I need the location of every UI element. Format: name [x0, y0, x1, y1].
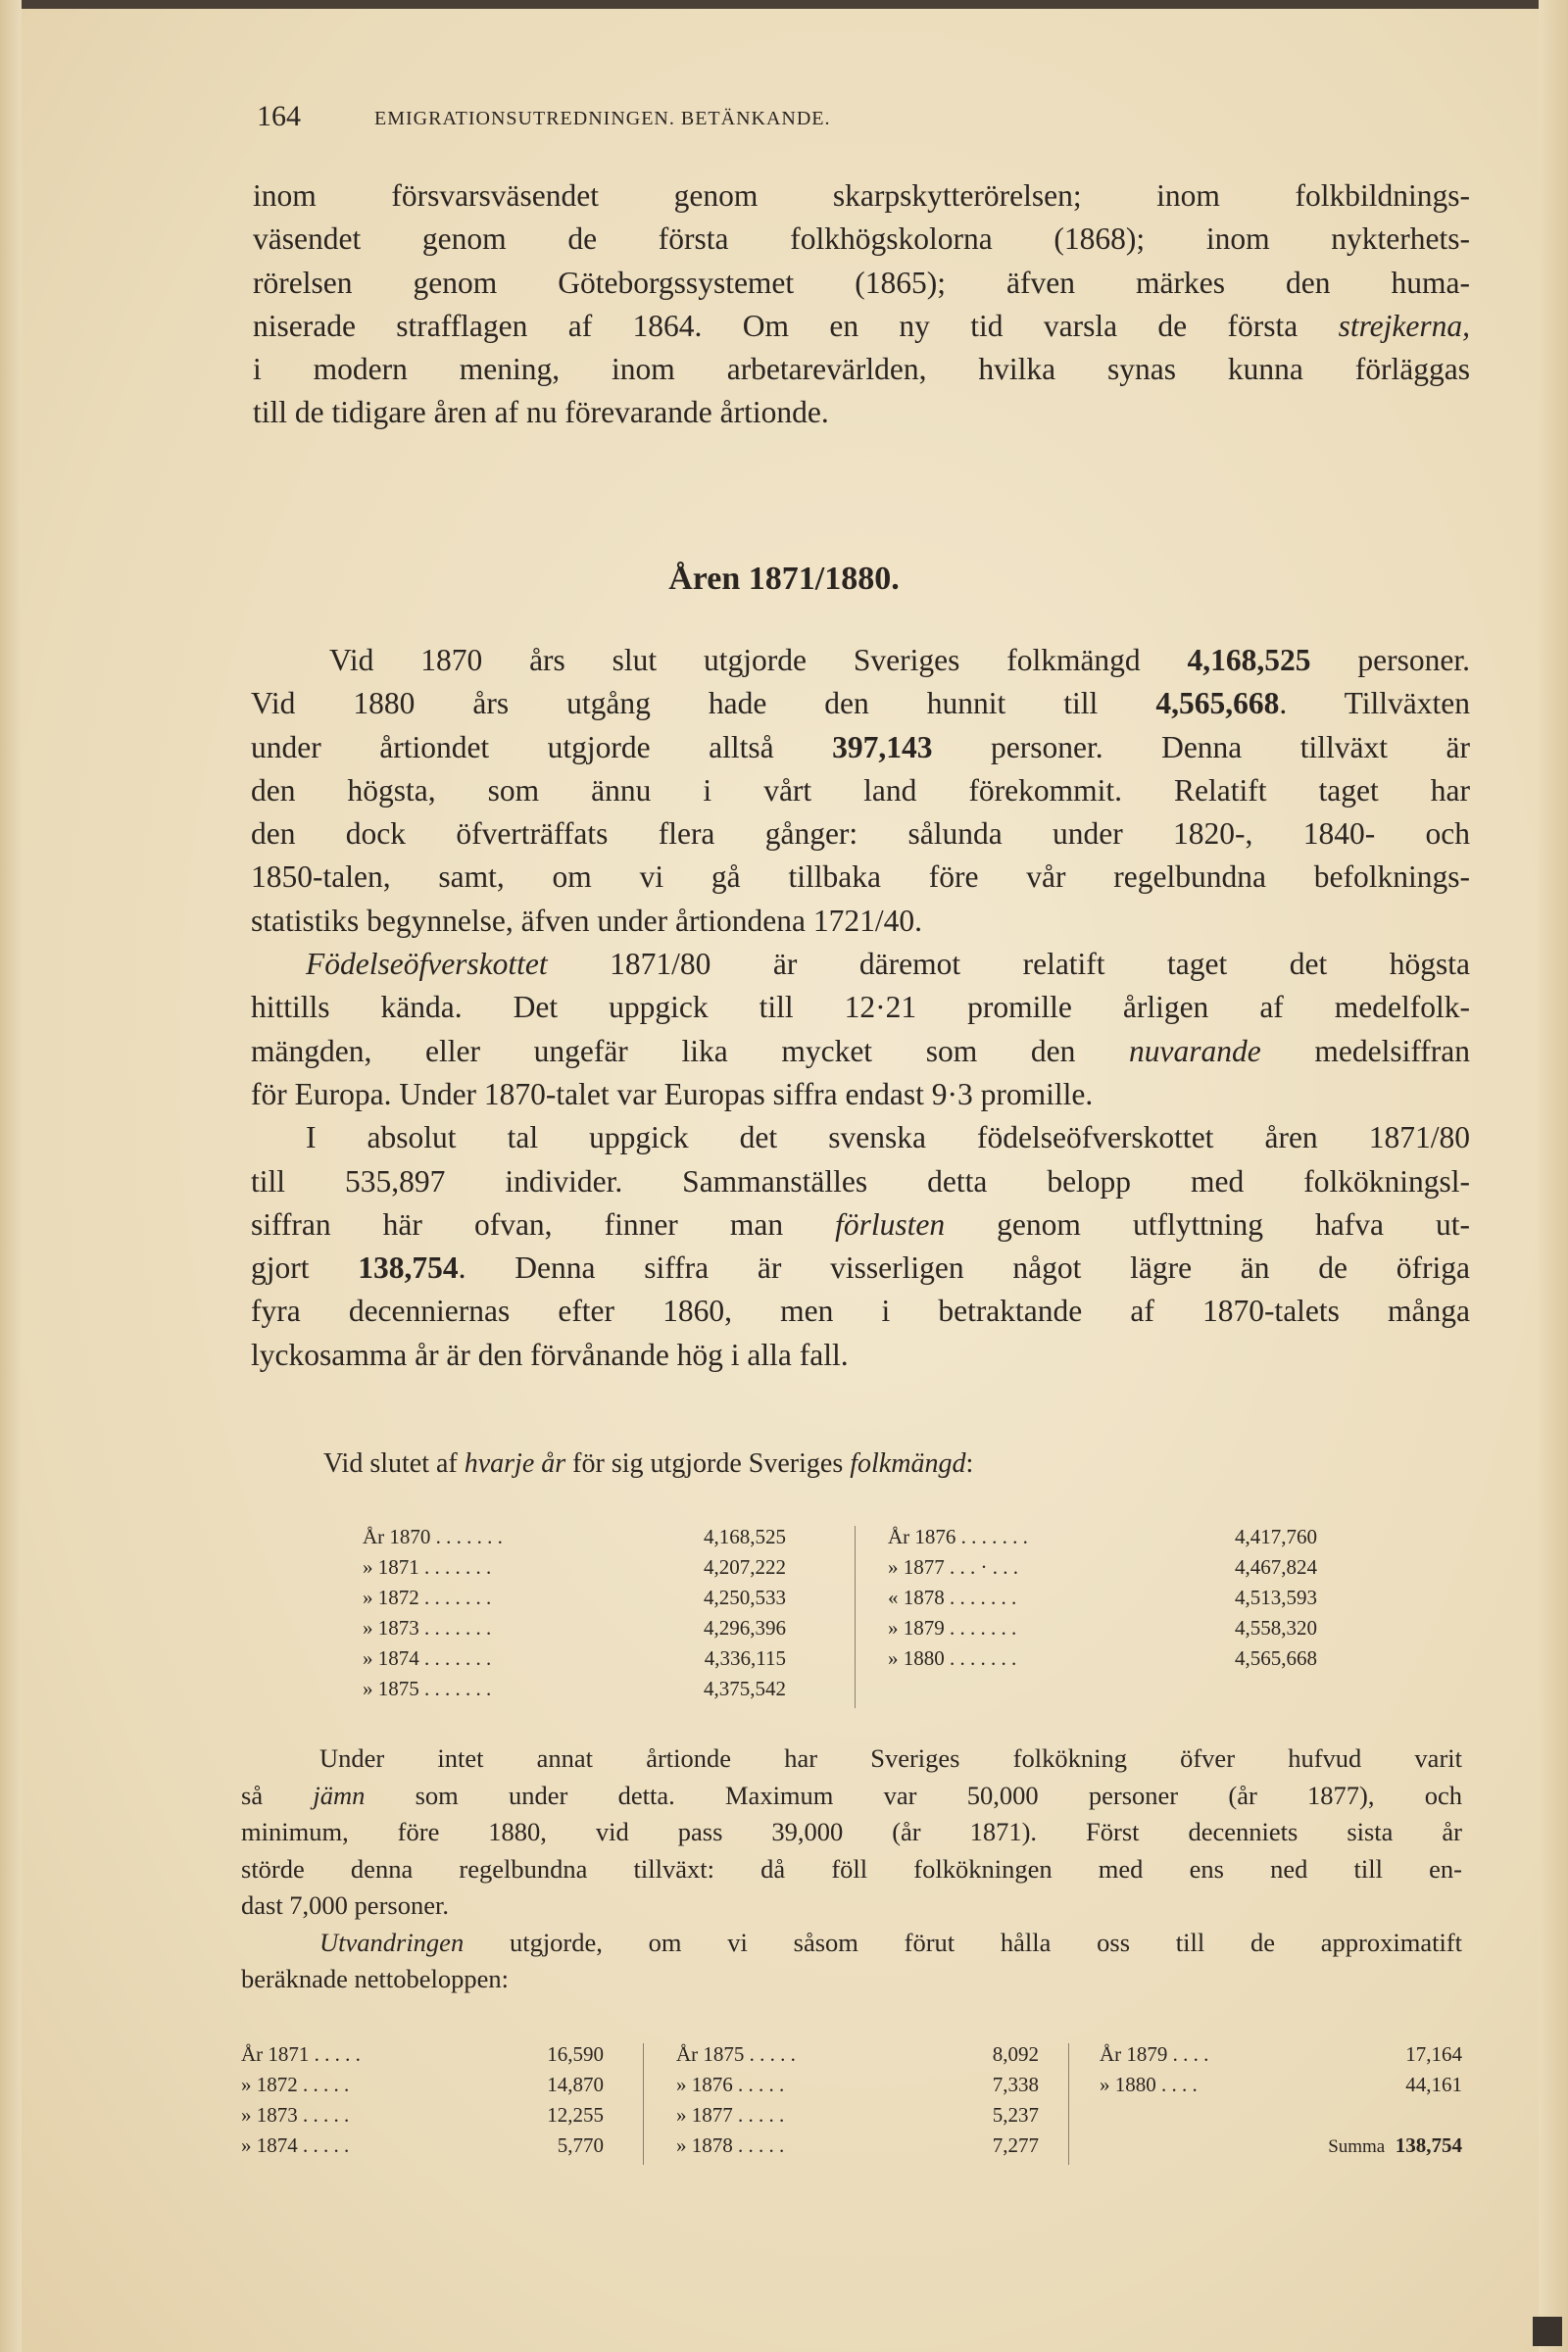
value-cell: 7,277: [992, 2133, 1039, 2157]
table-row: [363, 1674, 786, 1704]
intro-line: i modern mening, inom arbetarevärlden, hvilka synas kunna förläggas: [253, 352, 1470, 387]
table-row: [676, 2100, 1039, 2131]
table-row: [363, 1522, 786, 1552]
value-cell: 5,237: [992, 2103, 1039, 2127]
emigration-column: [676, 2039, 1039, 2161]
main-line: [251, 1030, 1470, 1073]
text-run: personer.: [1310, 643, 1470, 677]
table-row: [676, 2070, 1039, 2100]
scan-corner-mark: [1533, 2317, 1562, 2346]
table-row: [363, 1613, 786, 1643]
main-line: till 535,897 individer. Sammanställes detta belopp med folkökningsl-: [251, 1163, 1470, 1199]
value-cell: 5,770: [557, 2133, 604, 2157]
top-border-rule: [0, 0, 1568, 9]
year-cell: » 1873 . . . . .: [241, 2103, 350, 2127]
year-cell: År 1870 . . . . . . .: [363, 1525, 503, 1548]
table-row: [676, 2039, 1039, 2070]
emigration-column: [1100, 2039, 1462, 2161]
main-line: [251, 1203, 1470, 1247]
value-cell: 4,565,668: [1235, 1646, 1317, 1670]
table-row: [888, 1643, 1317, 1674]
year-cell: År 1875 . . . . .: [676, 2042, 796, 2066]
text-run: medelsiffran: [1260, 1033, 1470, 1068]
small-print-paragraph: [241, 1740, 1462, 1998]
table-row: [363, 1583, 786, 1613]
small-line: [241, 1778, 1462, 1815]
italic-term: nuvarande: [1129, 1033, 1261, 1068]
sum-cell: [1328, 2131, 1462, 2162]
main-line: den högsta, som ännu i vårt land förekommit. Relatift taget har: [251, 772, 1470, 808]
year-cell: » 1880 . . . . . . .: [888, 1646, 1017, 1670]
value-cell: 16,590: [547, 2042, 604, 2066]
year-cell: År 1876 . . . . . . .: [888, 1525, 1028, 1548]
column-divider: [643, 2043, 644, 2165]
value-cell: 4,168,525: [704, 1525, 786, 1548]
text-run: gjort: [251, 1250, 359, 1286]
value-cell: 8,092: [992, 2042, 1039, 2066]
small-line: störde denna regelbundna tillväxt: då föll folkökningen med ens ned till en-: [241, 1853, 1462, 1884]
text-run: Vid slutet af: [323, 1448, 465, 1479]
main-line: [251, 943, 1470, 986]
main-paragraph: [251, 639, 1470, 1377]
text-run: 1871/80 är däremot relatift taget det högsta: [547, 947, 1470, 982]
value-cell: 4,375,542: [704, 1677, 786, 1700]
intro-paragraph: [253, 174, 1470, 435]
bold-figure: 4,168,525: [1187, 643, 1311, 677]
table-row: [241, 2131, 604, 2161]
year-cell: » 1874 . . . . . . .: [363, 1646, 492, 1670]
year-cell: » 1873 . . . . . . .: [363, 1616, 492, 1640]
table-row: [888, 1613, 1317, 1643]
small-line: dast 7,000 personer.: [241, 1890, 449, 1920]
value-cell: 4,417,760: [1235, 1525, 1317, 1548]
text-run: mängden, eller ungefär lika mycket som den: [251, 1033, 1129, 1068]
value-cell: 4,558,320: [1235, 1616, 1317, 1640]
year-cell: År 1871 . . . . .: [241, 2042, 361, 2066]
italic-term: förlusten: [835, 1206, 946, 1242]
year-cell: » 1877 . . . · . . .: [888, 1555, 1018, 1579]
emigration-column: [241, 2039, 604, 2161]
main-line: hittills kända. Det uppgick till 12·21 promille årligen af medelfolk-: [251, 990, 1470, 1025]
main-line: [251, 682, 1470, 725]
table-row: [888, 1552, 1317, 1583]
bold-figure: 138,754: [358, 1250, 459, 1286]
main-line: statistiks begynnelse, äfven under årtiondena 1721/40.: [251, 903, 922, 938]
text-run: för sig utgjorde Sveriges: [565, 1448, 851, 1479]
sum-row: [1100, 2131, 1462, 2161]
small-line: minimum, före 1880, vid pass 39,000 (år 1871). Först decenniets sista år: [241, 1817, 1462, 1846]
bold-figure: 397,143: [832, 729, 933, 764]
year-cell: » 1874 . . . . .: [241, 2133, 350, 2157]
column-divider: [1068, 2043, 1069, 2165]
intro-line: till de tidigare åren af nu förevarande årtionde.: [253, 395, 829, 430]
emigration-table: [241, 2039, 1472, 2167]
year-cell: » 1878 . . . . .: [676, 2133, 785, 2157]
value-cell: 44,161: [1405, 2073, 1462, 2096]
italic-term: hvarje år: [464, 1448, 566, 1479]
text-run: utgjorde, om vi såsom förut hålla oss till de approximatift: [464, 1927, 1462, 1957]
table-row: [888, 1583, 1317, 1613]
table-row: [363, 1643, 786, 1674]
main-line: [251, 639, 1470, 682]
small-line: beräknade nettobeloppen:: [241, 1964, 509, 1993]
sum-value: 138,754: [1395, 2133, 1462, 2157]
table-row: [1100, 2070, 1462, 2100]
italic-strejkerna: strejkerna,: [1338, 308, 1470, 343]
main-line: [251, 726, 1470, 769]
intro-line: rörelsen genom Göteborgssystemet (1865); äfven märkes den huma-: [253, 265, 1470, 300]
page-right-edge: [1539, 0, 1568, 2352]
section-title: Åren 1871/1880.: [668, 561, 900, 597]
text-run: :: [965, 1448, 974, 1479]
text-run: Vid 1880 års utgång hade den hunnit till: [251, 686, 1156, 721]
value-cell: 4,467,824: [1235, 1555, 1317, 1579]
text-run: siffran här ofvan, finner man: [251, 1206, 836, 1242]
sum-label: Summa: [1328, 2136, 1386, 2157]
year-cell: » 1879 . . . . . . .: [888, 1616, 1017, 1640]
year-cell: » 1880 . . . .: [1100, 2073, 1198, 2096]
text-run: personer. Denna tillväxt är: [932, 729, 1470, 764]
population-table: [363, 1522, 1362, 1708]
value-cell: 17,164: [1405, 2042, 1462, 2066]
table-row: [241, 2070, 604, 2100]
bold-figure: 4,565,668: [1155, 686, 1280, 721]
italic-term: Födelseöfverskottet: [306, 947, 548, 982]
table-row: [241, 2100, 604, 2131]
table-row: [1100, 2039, 1462, 2070]
value-cell: 7,338: [992, 2073, 1039, 2096]
small-line: [241, 1925, 1462, 1962]
text-run: Vid 1870 års slut utgjorde Sveriges folkmängd: [329, 643, 1188, 677]
table-row: [1100, 2100, 1462, 2131]
column-divider: [855, 1526, 856, 1708]
value-cell: 14,870: [547, 2073, 604, 2096]
table-row: [363, 1552, 786, 1583]
page-header: [257, 100, 1237, 139]
text-run: som under detta. Maximum var 50,000 personer (år 1877), och: [365, 1780, 1463, 1810]
table-row: [241, 2039, 604, 2070]
population-column: [888, 1522, 1317, 1674]
intro-line: [253, 305, 1470, 348]
year-cell: År 1879 . . . .: [1100, 2042, 1209, 2066]
year-cell: » 1872 . . . . .: [241, 2073, 350, 2096]
main-line: [251, 1247, 1470, 1290]
main-line: för Europa. Under 1870-talet var Europas siffra endast 9·3 promille.: [251, 1076, 1094, 1111]
year-cell: » 1876 . . . . .: [676, 2073, 785, 2096]
intro-line: väsendet genom de första folkhögskolorna (1868); inom nykterhets-: [253, 221, 1470, 257]
value-cell: 4,336,115: [704, 1646, 786, 1670]
text-run: . Denna siffra är visserligen något lägre än de öfriga: [458, 1250, 1470, 1286]
running-title: EMIGRATIONSUTREDNINGEN. BETÄNKANDE.: [374, 108, 831, 129]
italic-term: jämn: [313, 1780, 366, 1810]
year-cell: « 1878 . . . . . . .: [888, 1586, 1017, 1609]
population-table-caption: [323, 1448, 973, 1480]
italic-term: Utvandringen: [319, 1927, 465, 1957]
text-run: så: [241, 1780, 314, 1810]
year-cell: » 1875 . . . . . . .: [363, 1677, 492, 1700]
intro-line-text: niserade strafflagen af 1864. Om en ny tid varsla de första: [253, 308, 1339, 343]
page-left-edge: [0, 0, 22, 2352]
intro-line: inom försvarsväsendet genom skarpskytterörelsen; inom folkbildnings-: [253, 178, 1470, 213]
main-line: fyra decenniernas efter 1860, men i betraktande af 1870-talets många: [251, 1294, 1470, 1329]
text-run: . Tillväxten: [1279, 686, 1470, 721]
table-row: [676, 2131, 1039, 2161]
text-run: under årtiondet utgjorde alltså: [251, 729, 833, 764]
main-line: lyckosamma år är den förvånande hög i alla fall.: [251, 1337, 849, 1372]
value-cell: 4,513,593: [1235, 1586, 1317, 1609]
year-cell: » 1871 . . . . . . .: [363, 1555, 492, 1579]
main-line: 1850-talen, samt, om vi gå tillbaka före vår regelbundna befolknings-: [251, 859, 1470, 895]
italic-term: folkmängd: [850, 1448, 966, 1479]
value-cell: 4,296,396: [704, 1616, 786, 1640]
main-line: den dock öfverträffats flera gånger: sålunda under 1820-, 1840- och: [251, 816, 1470, 852]
year-cell: » 1872 . . . . . . .: [363, 1586, 492, 1609]
small-line: Under intet annat årtionde har Sveriges folkökning öfver hufvud varit: [319, 1743, 1462, 1773]
value-cell: 4,250,533: [704, 1586, 786, 1609]
value-cell: 4,207,222: [704, 1555, 786, 1579]
main-line: I absolut tal uppgick det svenska födelseöfverskottet åren 1871/80: [306, 1120, 1470, 1155]
text-run: genom utflyttning hafva ut-: [945, 1206, 1470, 1242]
value-cell: 12,255: [547, 2103, 604, 2127]
table-row: [888, 1522, 1317, 1552]
population-column: [363, 1522, 786, 1704]
year-cell: » 1877 . . . . .: [676, 2103, 785, 2127]
page-number: 164: [257, 100, 301, 132]
